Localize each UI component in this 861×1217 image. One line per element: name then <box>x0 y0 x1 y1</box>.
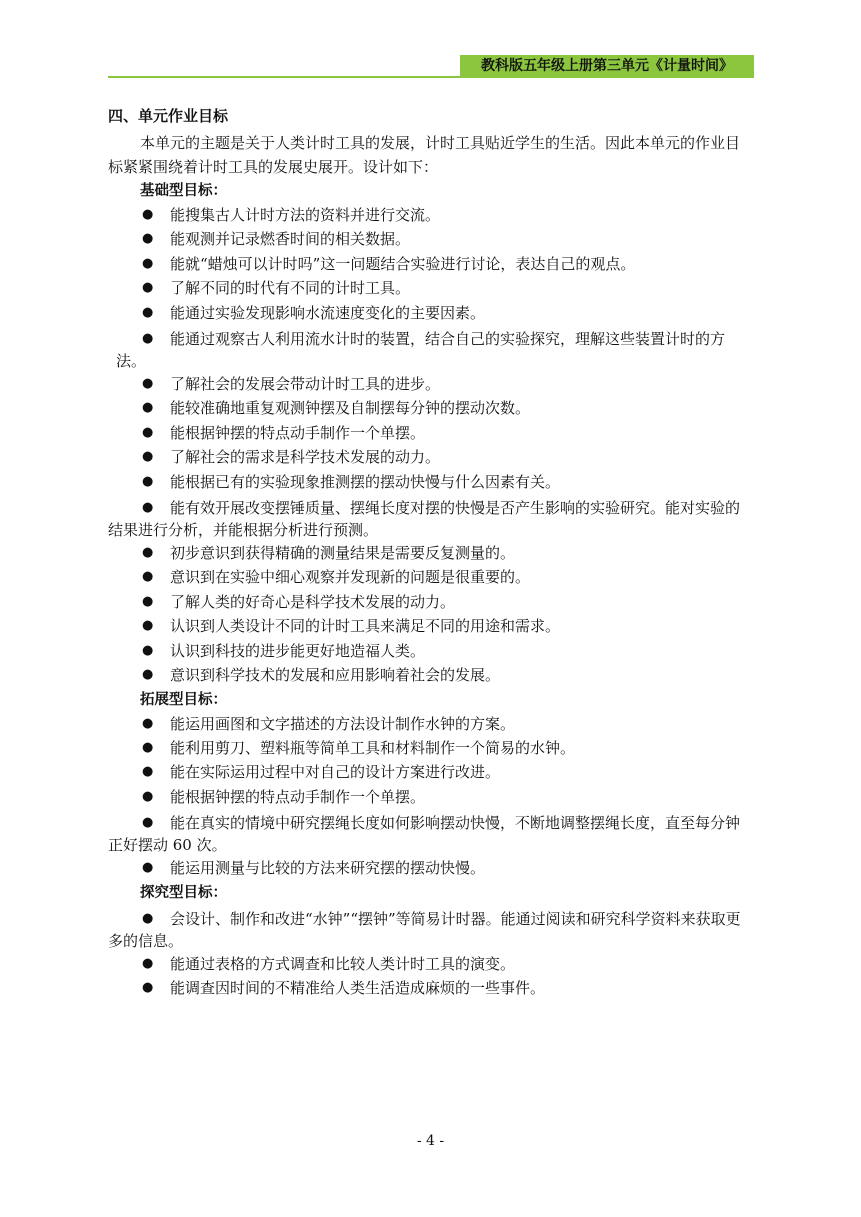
bullet-icon: ● <box>142 424 154 440</box>
list-item: ● 能就“蜡烛可以计时吗”这一问题结合实验进行讨论，表达自己的观点。 <box>108 252 754 276</box>
list-item: ● 会设计、制作和改进“水钟”“摆钟”等简易计时器。能通过阅读和研究科学资料来获取更多的信息。 <box>108 909 741 950</box>
list-item: ● 意识到在实验中细心观察并发现新的问题是很重要的。 <box>108 565 754 589</box>
bullet-icon: ● <box>142 569 154 585</box>
bullet-icon: ● <box>142 304 154 320</box>
bullet-icon: ● <box>142 739 154 755</box>
bullet-icon: ● <box>142 667 154 683</box>
bullet-icon: ● <box>142 618 154 634</box>
list-item: ● 能根据钟摆的特点动手制作一个单摆。 <box>108 421 754 445</box>
extended-goals-title: 拓展型目标： <box>140 691 227 708</box>
document-body <box>108 103 754 1000</box>
bullet-icon: ● <box>142 642 154 658</box>
header-title: 教科版五年级上册第三单元《计量时间》 <box>460 55 754 78</box>
list-item: ● 能根据已有的实验现象推测摆的摆动快慢与什么因素有关。 <box>108 470 754 494</box>
list-item: ● 能较准确地重复观测钟摆及自制摆每分钟的摆动次数。 <box>108 396 754 420</box>
bullet-icon: ● <box>142 788 154 804</box>
list-item: ● 能在真实的情境中研究摆绳长度如何影响摆动快慢，不断地调整摆绳长度，直至每分钟正好摆动 60 次。 <box>108 814 741 855</box>
list-item: ● 了解社会的发展会带动计时工具的进步。 <box>108 372 754 396</box>
list-item: ● 能有效开展改变摆锤质量、摆绳长度对摆的快慢是否产生影响的实验研究。能对实验的结果进行分析，并能根据分析进行预测。 <box>108 499 741 540</box>
list-item: ● 能通过实验发现影响水流速度变化的主要因素。 <box>108 301 754 325</box>
list-item: ● 能运用画图和文字描述的方法设计制作水钟的方案。 <box>108 712 754 736</box>
header-rule <box>108 76 754 78</box>
list-item: ● 初步意识到获得精确的测量结果是需要反复测量的。 <box>108 541 754 565</box>
bullet-icon: ● <box>142 764 154 780</box>
bullet-icon: ● <box>142 545 154 561</box>
bullet-icon: ● <box>142 280 154 296</box>
list-item: ● 能通过观察古人利用流水计时的装置，结合自己的实验探究，理解这些装置计时的方法。 <box>116 330 726 371</box>
list-item: ● 了解不同的时代有不同的计时工具。 <box>108 276 754 300</box>
list-item: ● 能根据钟摆的特点动手制作一个单摆。 <box>108 785 754 809</box>
bullet-icon: ● <box>142 860 154 876</box>
list-item: ● 认识到科技的进步能更好地造福人类。 <box>108 639 754 663</box>
bullet-icon: ● <box>142 449 154 465</box>
list-item: ● 了解人类的好奇心是科学技术发展的动力。 <box>108 590 754 614</box>
inquiry-goals-title: 探究型目标： <box>140 884 227 901</box>
bullet-icon: ● <box>142 955 154 971</box>
page-number: - 4 - <box>416 1133 445 1149</box>
bullet-icon: ● <box>142 376 154 392</box>
list-item: ● 认识到人类设计不同的计时工具来满足不同的用途和需求。 <box>108 614 754 638</box>
bullet-icon: ● <box>142 473 154 489</box>
list-item: ● 意识到科学技术的发展和应用影响着社会的发展。 <box>108 663 754 687</box>
section-heading: 四、单元作业目标 <box>108 107 229 125</box>
list-item: ● 能搜集古人计时方法的资料并进行交流。 <box>108 203 754 227</box>
bullet-icon: ● <box>142 207 154 222</box>
list-item: ● 了解社会的需求是科学技术发展的动力。 <box>108 445 754 469</box>
list-item: ● 能运用测量与比较的方法来研究摆的摆动快慢。 <box>108 856 754 880</box>
bullet-icon: ● <box>142 255 154 271</box>
section-intro: 本单元的主题是关于人类计时工具的发展，计时工具贴近学生的生活。因此本单元的作业目标紧紧围绕着计时工具的发展史展开。设计如下： <box>108 134 741 176</box>
list-item: ● 能调查因时间的不精准给人类生活造成麻烦的一些事件。 <box>108 976 754 1000</box>
extended-goals-list <box>108 712 754 881</box>
inquiry-goals-list <box>108 908 754 1001</box>
bullet-icon: ● <box>142 715 154 731</box>
list-item: ● 能利用剪刀、塑料瓶等简单工具和材料制作一个简易的水钟。 <box>108 736 754 760</box>
bullet-icon: ● <box>142 910 154 926</box>
bullet-icon: ● <box>142 500 154 516</box>
bullet-icon: ● <box>142 815 154 831</box>
basic-goals-title: 基础型目标： <box>140 183 227 199</box>
list-item: ● 能通过表格的方式调查和比较人类计时工具的演变。 <box>108 952 754 976</box>
list-item: ● 能在实际运用过程中对自己的设计方案进行改进。 <box>108 760 754 784</box>
bullet-icon: ● <box>142 593 154 609</box>
bullet-icon: ● <box>142 400 154 416</box>
list-item: ● 能观测并记录燃香时间的相关数据。 <box>108 227 754 251</box>
basic-goals-list <box>108 203 754 688</box>
bullet-icon: ● <box>142 979 154 995</box>
bullet-icon: ● <box>142 331 154 347</box>
bullet-icon: ● <box>142 231 154 247</box>
